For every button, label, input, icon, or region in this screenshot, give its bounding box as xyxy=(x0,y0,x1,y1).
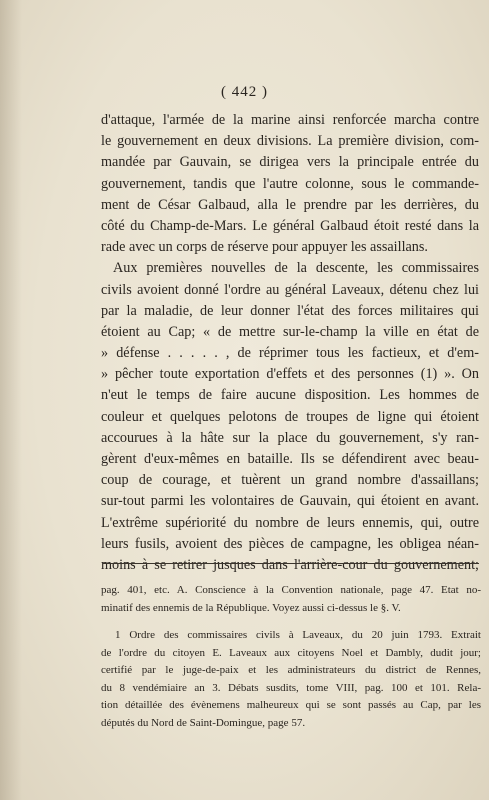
footnote-line: minatif des ennemis de la République. Voyez aussi ci-dessus le §. V. xyxy=(101,601,401,614)
text-line: étoient au Cap; « de mettre sur-le-champ la ville en état de xyxy=(101,323,479,340)
main-text xyxy=(101,110,479,576)
text-line: civils avoient donné l'ordre au général Laveaux, détenu chez lui xyxy=(101,281,479,298)
text-line: côté du Champ-de-Mars. Le général Galbaud étoit resté dans la xyxy=(101,217,479,234)
text-line: coup de courage, et tuèrent un grand nombre d'assaillans; xyxy=(101,472,479,489)
text-line: gèrent d'eux-mêmes en bataille. Ils se défendirent avec beau- xyxy=(101,451,479,467)
footnote-line: tion détaillée des évènemens malheureux qui se sont passés au Cap, par les xyxy=(101,699,481,711)
footnote-line: pag. 401, etc. A. Conscience à la Convention nationale, page 47. Etat no- xyxy=(101,584,481,596)
text-line: ment de César Galbaud, alla le prendre par les derrières, du xyxy=(101,196,479,213)
text-line: Aux premières nouvelles de la descente, les commissaires xyxy=(113,260,479,277)
footnote-rule xyxy=(103,563,479,564)
text-line: accourues à la hâte sur la place du gouvernement, s'y ran- xyxy=(101,429,479,446)
text-line: » pêcher toute exportation d'effets et des personnes (1) ». On xyxy=(101,366,479,383)
text-line: gouvernement, tandis que l'autre colonne, sous le commande- xyxy=(101,175,479,192)
text-line: d'attaque, l'armée de la marine ainsi renforcée marcha contre xyxy=(101,112,479,128)
text-line: moins à se retirer jusques dans l'arrière-cour du gouvernement; xyxy=(101,556,479,573)
text-line: couleur et quelques pelotons de troupes de ligne qui étoient xyxy=(101,408,479,425)
footnote-line: du 8 vendémiaire an 3. Débats susdits, tome VIII, pag. 100 et 101. Rela- xyxy=(101,681,481,694)
text-line: par la maladie, de leur donner l'état des forces militaires qui xyxy=(101,302,479,319)
footnote-line: de l'ordre du citoyen E. Laveaux aux citoyens Noel et Dambly, dudit jour; xyxy=(101,646,481,659)
footnote-line: certifié par le juge-de-paix et les administrateurs du district de Rennes, xyxy=(101,664,481,676)
footnote-line: députés du Nord de Saint-Domingue, page 57. xyxy=(101,716,306,729)
footnotes xyxy=(101,582,481,732)
text-line: sur-tout parmi les volontaires de Gauvain, qui étoient en avant. xyxy=(101,493,479,510)
text-line: le gouvernement en deux divisions. La première division, com- xyxy=(101,133,479,150)
text-line: mandée par Gauvain, se dirigea vers la principale entrée du xyxy=(101,154,479,171)
page-spine-shadow xyxy=(0,0,22,800)
text-line: rade avec un corps de réserve pour appuyer les assaillans. xyxy=(101,239,428,256)
page-number: ( 442 ) xyxy=(221,84,268,100)
text-line: leurs fusils, avoient des pièces de campagne, les obligea néan- xyxy=(101,535,479,552)
text-line: L'extrême supériorité du nombre de leurs ennemis, qui, outre xyxy=(101,514,479,531)
text-line: n'eut le temps de faire aucune disposition. Les hommes de xyxy=(101,387,479,404)
footnote-line: 1 Ordre des commissaires civils à Laveaux, du 20 juin 1793. Extrait xyxy=(115,629,481,641)
text-line: » défense . . . . . , de réprimer tous les factieux, et d'em- xyxy=(101,345,479,362)
